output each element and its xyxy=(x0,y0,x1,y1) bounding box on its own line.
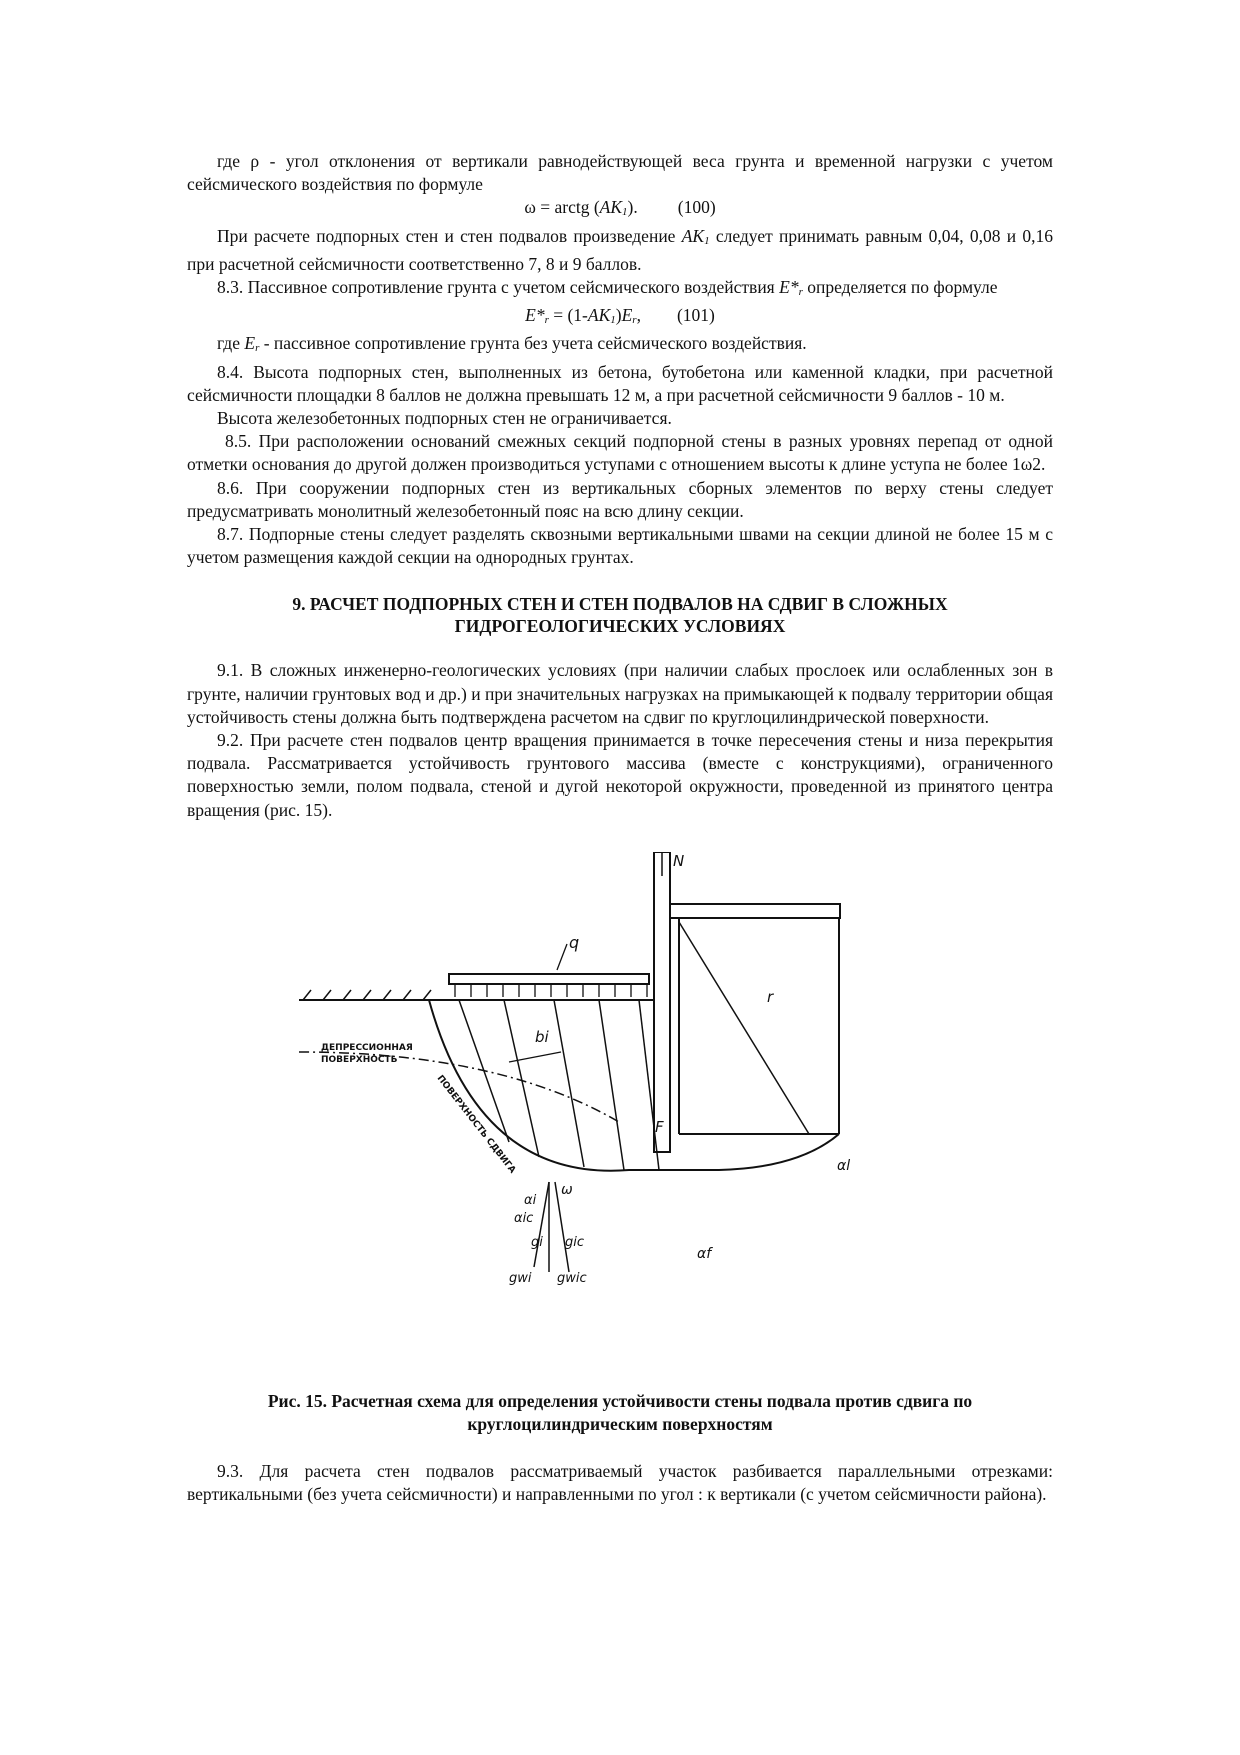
text: где ρ - угол отклонения от вертикали равнодействующей веса грунта и временной нагрузки с учетом сейсмического воздействия по формуле xyxy=(187,151,1053,195)
text: E* xyxy=(779,277,799,298)
paragraph-9-2: 9.2. При расчете стен подвалов центр вращения принимается в точке пересечения стены и низа перекрытия подвала. Рассматривается устойчивость грунтового массива (вместе с конструкциями), ограниченного поверхностью земли, полом подвала, стеной и дугой некоторой окружности, проведенной из принятого центра вращения (рис. 15). xyxy=(187,730,1053,820)
text: AK xyxy=(587,305,611,326)
label-r: r xyxy=(767,987,774,1006)
subscript: r xyxy=(255,342,260,355)
paragraph-9-1: 9.1. В сложных инженерно-геологических условиях (при наличии слабых прослоек или ослабленных зон в грунте, наличии грунтовых вод и др.) и при значительных нагрузках на примыкающей к подвалу территории общая устойчивость стены должна быть подтверждена расчетом на сдвиг по круглоцилиндрической поверхности. xyxy=(187,660,1053,727)
text: следует принимать равным 0,04, 0,08 и 0,16 при расчетной сейсмичности соответственно 7, 8 и 9 баллов. xyxy=(187,225,1054,274)
label-q: q xyxy=(569,932,580,952)
paragraph-8-6: 8.6. При сооружении подпорных стен из вертикальных сборных элементов по верху стены следует предусматривать монолитный железобетонный пояс на всю длину секции. xyxy=(187,477,1053,521)
subscript: r xyxy=(632,314,637,327)
text: E xyxy=(244,333,256,354)
paragraph-reinforced: Высота железобетонных подпорных стен не ограничивается. xyxy=(217,408,672,429)
text: определяется по формуле xyxy=(802,277,998,298)
figure-15 xyxy=(187,852,1053,1386)
load-bar xyxy=(449,974,649,984)
paragraph-ak1 xyxy=(187,225,1053,276)
label-gi: gi xyxy=(531,1234,543,1250)
paragraph-rho xyxy=(187,150,1053,196)
label-alpha-f: αf xyxy=(697,1245,712,1262)
subscript: 1 xyxy=(704,234,710,247)
equation-number: (101) xyxy=(676,305,715,326)
text: E* xyxy=(525,305,545,326)
formula-100 xyxy=(187,196,1053,224)
text: E xyxy=(621,305,633,326)
label-omega: ω xyxy=(561,1181,573,1198)
text: 8.3. Пассивное сопротивление грунта с учетом сейсмического воздействия xyxy=(217,277,780,298)
label-n: N xyxy=(673,851,685,870)
text: При расчете подпорных стен и стен подвалов произведение xyxy=(217,225,682,246)
text: где xyxy=(217,333,245,354)
subscript: 1 xyxy=(622,206,628,219)
label-slip: ПОВЕРХНОСТЬ СДВИГА xyxy=(434,1073,518,1176)
equation-number: (100) xyxy=(677,197,716,218)
paragraph-8-5: 8.5. При расположении оснований смежных секций подпорной стены в разных уровнях перепад от одной отметки основания до другой должен производиться уступами с отношением высоты к длине уступа не более 1ω2. xyxy=(187,431,1053,475)
label-depression: ДЕПРЕССИОННАЯ xyxy=(321,1042,413,1053)
text: ). xyxy=(627,197,638,218)
section-heading: 9. РАСЧЕТ ПОДПОРНЫХ СТЕН И СТЕН ПОДВАЛОВ НА СДВИГ В СЛОЖНЫХ ГИДРОГЕОЛОГИЧЕСКИХ УСЛОВИЯХ xyxy=(292,594,948,637)
label-f: F xyxy=(655,1117,664,1136)
floor-slab xyxy=(670,904,840,918)
label-gic: gic xyxy=(565,1234,585,1250)
load-arrows xyxy=(455,984,647,997)
label-alpha-l: αl xyxy=(837,1157,851,1174)
paragraph-8-3 xyxy=(187,276,1053,304)
q-leader xyxy=(557,944,567,970)
text: AK xyxy=(681,225,705,246)
subscript: 1 xyxy=(610,314,616,327)
document-page xyxy=(187,150,1053,1507)
wall xyxy=(654,852,670,1152)
text: AK xyxy=(599,197,623,218)
ground-hatching xyxy=(303,990,431,1000)
text: ) xyxy=(615,305,622,326)
paragraph-9-3: 9.3. Для расчета стен подвалов рассматриваемый участок разбивается параллельными отрезками: вертикальными (без учета сейсмичности) и направленными по угол : к вертикали (с учетом сейсмичности района). xyxy=(187,1461,1053,1505)
paragraph-8-4: 8.4. Высота подпорных стен, выполненных из бетона, бутобетона или каменной кладки, при расчетной сейсмичности площадки 8 баллов не должна превышать 12 м, а при расчетной сейсмичности 9 баллов - 10 м. xyxy=(187,361,1053,405)
paragraph-er xyxy=(187,332,1053,360)
label-depression-2: ПОВЕРХНОСТЬ xyxy=(321,1054,398,1065)
label-bi: bi xyxy=(535,1027,549,1046)
formula-101 xyxy=(187,304,1053,332)
label-gwi: gwi xyxy=(509,1270,532,1286)
subscript: r xyxy=(544,314,549,327)
subscript: r xyxy=(798,286,803,299)
label-alpha-ic: αic xyxy=(514,1210,534,1226)
paragraph-8-7: 8.7. Подпорные стены следует разделять сквозными вертикальными швами на секции длиной не более 15 м с учетом размещения каждой секции на однородных грунтах. xyxy=(187,524,1053,568)
text: ω = arctg ( xyxy=(524,197,600,218)
text: , xyxy=(636,305,641,326)
label-gwic: gwic xyxy=(557,1270,587,1286)
retaining-wall-diagram xyxy=(299,852,939,1386)
figure-caption: Рис. 15. Расчетная схема для определения устойчивости стены подвала против сдвига по круглоцилиндрическим поверхностям xyxy=(267,1390,973,1435)
text: - пассивное сопротивление грунта без учета сейсмического воздействия. xyxy=(259,333,807,354)
label-alpha-i: αi xyxy=(524,1192,537,1208)
text: = (1- xyxy=(548,305,588,326)
radius-line xyxy=(679,922,809,1134)
